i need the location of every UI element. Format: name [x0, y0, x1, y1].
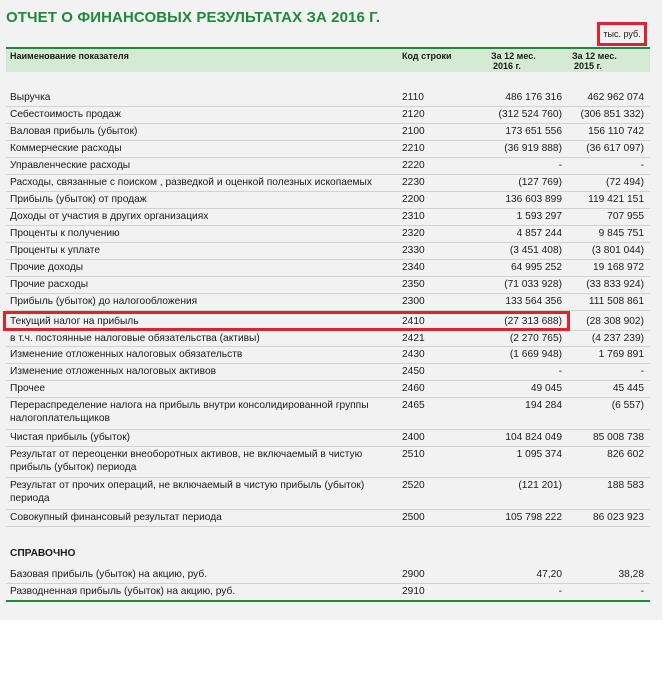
- row-code: 2900: [402, 569, 425, 580]
- row-value-2015: (28 308 902): [586, 316, 644, 327]
- header-code: Код строки: [402, 51, 452, 61]
- row-code: 2410: [402, 316, 425, 327]
- table-row: [6, 330, 650, 347]
- row-code: 2465: [402, 400, 425, 411]
- row-name: Перераспределение налога на прибыль внутри консолидированной группы налогоплательщиков: [10, 400, 369, 424]
- table-row: [6, 242, 650, 260]
- row-name: Изменение отложенных налоговых активов: [10, 366, 217, 377]
- row-code: 2200: [402, 194, 425, 205]
- table-row: [6, 397, 650, 430]
- table-row: [6, 259, 650, 277]
- row-value-2016: 133 564 356: [505, 296, 562, 307]
- table-row: [6, 106, 650, 124]
- table-row: [6, 225, 650, 243]
- row-value-2015: -: [640, 160, 644, 171]
- row-value-2016: (36 919 888): [504, 143, 562, 154]
- row-value-2016: (312 524 760): [498, 109, 562, 120]
- row-code: 2220: [402, 160, 425, 171]
- table-row: [6, 191, 650, 209]
- row-code: 2100: [402, 126, 425, 137]
- row-name: Управленческие расходы: [10, 160, 131, 171]
- row-code: 2400: [402, 432, 425, 443]
- row-value-2016: 105 798 222: [505, 512, 562, 523]
- row-value-2016: 64 995 252: [511, 262, 562, 273]
- row-code: 2460: [402, 383, 425, 394]
- row-code: 2910: [402, 586, 425, 597]
- row-value-2016: 49 045: [530, 383, 562, 394]
- row-value-2015: 9 845 751: [598, 228, 644, 239]
- row-value-2015: -: [640, 586, 644, 597]
- header-2016-line1: За 12 мес.: [491, 51, 536, 61]
- row-value-2016: (2 270 765): [509, 333, 562, 344]
- row-code: 2210: [402, 143, 425, 154]
- row-value-2016: -: [558, 366, 562, 377]
- row-value-2016: (121 201): [518, 480, 562, 491]
- table-row: [6, 140, 650, 158]
- table-row: [6, 363, 650, 381]
- header-2015-line1: За 12 мес.: [572, 51, 617, 61]
- table-row: [6, 346, 650, 364]
- row-value-2016: (127 769): [518, 177, 562, 188]
- row-name: в т.ч. постоянные налоговые обязательства (активы): [10, 333, 260, 344]
- row-name: Текущий налог на прибыль: [10, 316, 139, 327]
- row-name: Базовая прибыль (убыток) на акцию, руб.: [10, 569, 208, 580]
- table-row: [6, 208, 650, 226]
- row-value-2016: 1 593 297: [516, 211, 562, 222]
- row-name: Прочие доходы: [10, 262, 84, 273]
- row-code: 2510: [402, 449, 425, 460]
- table-row: [6, 566, 650, 584]
- row-value-2016: (3 451 408): [509, 245, 562, 256]
- row-name: Результат от переоценки внеоборотных активов, не включаемый в чистую прибыль (убыток) периода: [10, 449, 363, 473]
- table-row: [6, 583, 650, 601]
- row-code: 2500: [402, 512, 425, 523]
- row-value-2016: -: [558, 160, 562, 171]
- row-name: Выручка: [10, 92, 51, 103]
- row-code: 2330: [402, 245, 425, 256]
- bottom-divider: [6, 600, 650, 602]
- row-name: Изменение отложенных налоговых обязательств: [10, 349, 243, 360]
- row-name: Совокупный финансовый результат периода: [10, 512, 222, 523]
- row-code: 2230: [402, 177, 425, 188]
- table-row: [6, 293, 650, 311]
- row-value-2016: 194 284: [525, 400, 562, 411]
- row-code: 2300: [402, 296, 425, 307]
- table-row: [6, 276, 650, 294]
- row-name: Прочее: [10, 383, 46, 394]
- row-value-2016: 173 651 556: [505, 126, 562, 137]
- table-header: [6, 47, 650, 72]
- header-2016-line2: 2016 г.: [493, 61, 521, 71]
- row-name: Разводненная прибыль (убыток) на акцию, руб.: [10, 586, 236, 597]
- row-code: 2520: [402, 480, 425, 491]
- header-2016: [491, 51, 536, 71]
- row-name: Прибыль (убыток) до налогообложения: [10, 296, 198, 307]
- row-value-2015: (4 237 239): [591, 333, 644, 344]
- row-value-2016: 486 176 316: [505, 92, 562, 103]
- row-value-2016: (1 669 948): [509, 349, 562, 360]
- row-value-2015: (72 494): [606, 177, 644, 188]
- row-code: 2110: [402, 92, 424, 103]
- row-value-2016: 1 095 374: [516, 449, 562, 460]
- row-value-2016: (27 313 688): [504, 316, 562, 327]
- row-code: 2350: [402, 279, 425, 290]
- table-row: [6, 380, 650, 398]
- row-name: Доходы от участия в других организациях: [10, 211, 209, 222]
- row-code: 2340: [402, 262, 425, 273]
- row-value-2016: (71 033 928): [504, 279, 562, 290]
- row-name: Расходы, связанные с поиском , разведкой и оценкой полезных ископаемых: [10, 177, 372, 188]
- header-2015: [572, 51, 617, 71]
- row-value-2015: 1 769 891: [598, 349, 644, 360]
- row-name: Проценты к уплате: [10, 245, 100, 256]
- table-row: [6, 509, 650, 527]
- row-value-2015: 462 962 074: [587, 92, 644, 103]
- row-code: 2320: [402, 228, 425, 239]
- row-value-2015: 188 583: [607, 480, 644, 491]
- row-value-2015: 38,28: [618, 569, 644, 580]
- row-value-2016: 47,20: [536, 569, 562, 580]
- row-value-2015: (3 801 044): [591, 245, 644, 256]
- row-value-2015: (36 617 097): [586, 143, 644, 154]
- table-row: [6, 89, 650, 107]
- table-row: [6, 157, 650, 175]
- table-row: [6, 174, 650, 192]
- row-value-2015: 119 421 151: [588, 194, 644, 205]
- row-value-2016: 136 603 899: [505, 194, 562, 205]
- section-title: СПРАВОЧНО: [10, 548, 76, 559]
- units-label: тыс. руб.: [597, 22, 647, 46]
- row-value-2015: 19 168 972: [593, 262, 644, 273]
- row-name: Себестоимость продаж: [10, 109, 121, 120]
- row-value-2015: -: [640, 366, 644, 377]
- row-value-2015: 86 023 923: [593, 512, 644, 523]
- row-value-2015: 45 445: [612, 383, 644, 394]
- row-code: 2310: [402, 211, 425, 222]
- row-code: 2421: [402, 333, 425, 344]
- row-name: Прибыль (убыток) от продаж: [10, 194, 147, 205]
- row-code: 2430: [402, 349, 425, 360]
- table-row: [6, 446, 650, 478]
- row-code: 2120: [402, 109, 425, 120]
- row-value-2016: -: [558, 586, 562, 597]
- row-value-2016: 104 824 049: [505, 432, 562, 443]
- row-name: Чистая прибыль (убыток): [10, 432, 131, 443]
- row-value-2015: (33 833 924): [586, 279, 644, 290]
- row-name: Валовая прибыль (убыток): [10, 126, 138, 137]
- header-2015-line2: 2015 г.: [574, 61, 602, 71]
- row-value-2016: 4 857 244: [516, 228, 562, 239]
- table-row: [6, 477, 650, 510]
- row-value-2015: (6 557): [611, 400, 644, 411]
- row-value-2015: 156 110 742: [588, 126, 644, 137]
- row-value-2015: 826 602: [607, 449, 644, 460]
- table-row: [6, 123, 650, 141]
- page-title: ОТЧЕТ О ФИНАНСОВЫХ РЕЗУЛЬТАТАХ ЗА 2016 Г.: [6, 9, 381, 26]
- row-name: Результат от прочих операций, не включаемый в чистую прибыль (убыток) периода: [10, 480, 365, 504]
- highlight-box: [3, 311, 570, 331]
- row-value-2015: 707 955: [607, 211, 644, 222]
- row-name: Прочие расходы: [10, 279, 89, 290]
- row-value-2015: (306 851 332): [580, 109, 644, 120]
- row-value-2015: 111 508 861: [588, 296, 644, 307]
- row-value-2015: 85 008 738: [593, 432, 644, 443]
- table-row: [6, 429, 650, 447]
- row-code: 2450: [402, 366, 425, 377]
- row-name: Коммерческие расходы: [10, 143, 122, 154]
- header-name: Наименование показателя: [10, 51, 129, 61]
- row-name: Проценты к получению: [10, 228, 120, 239]
